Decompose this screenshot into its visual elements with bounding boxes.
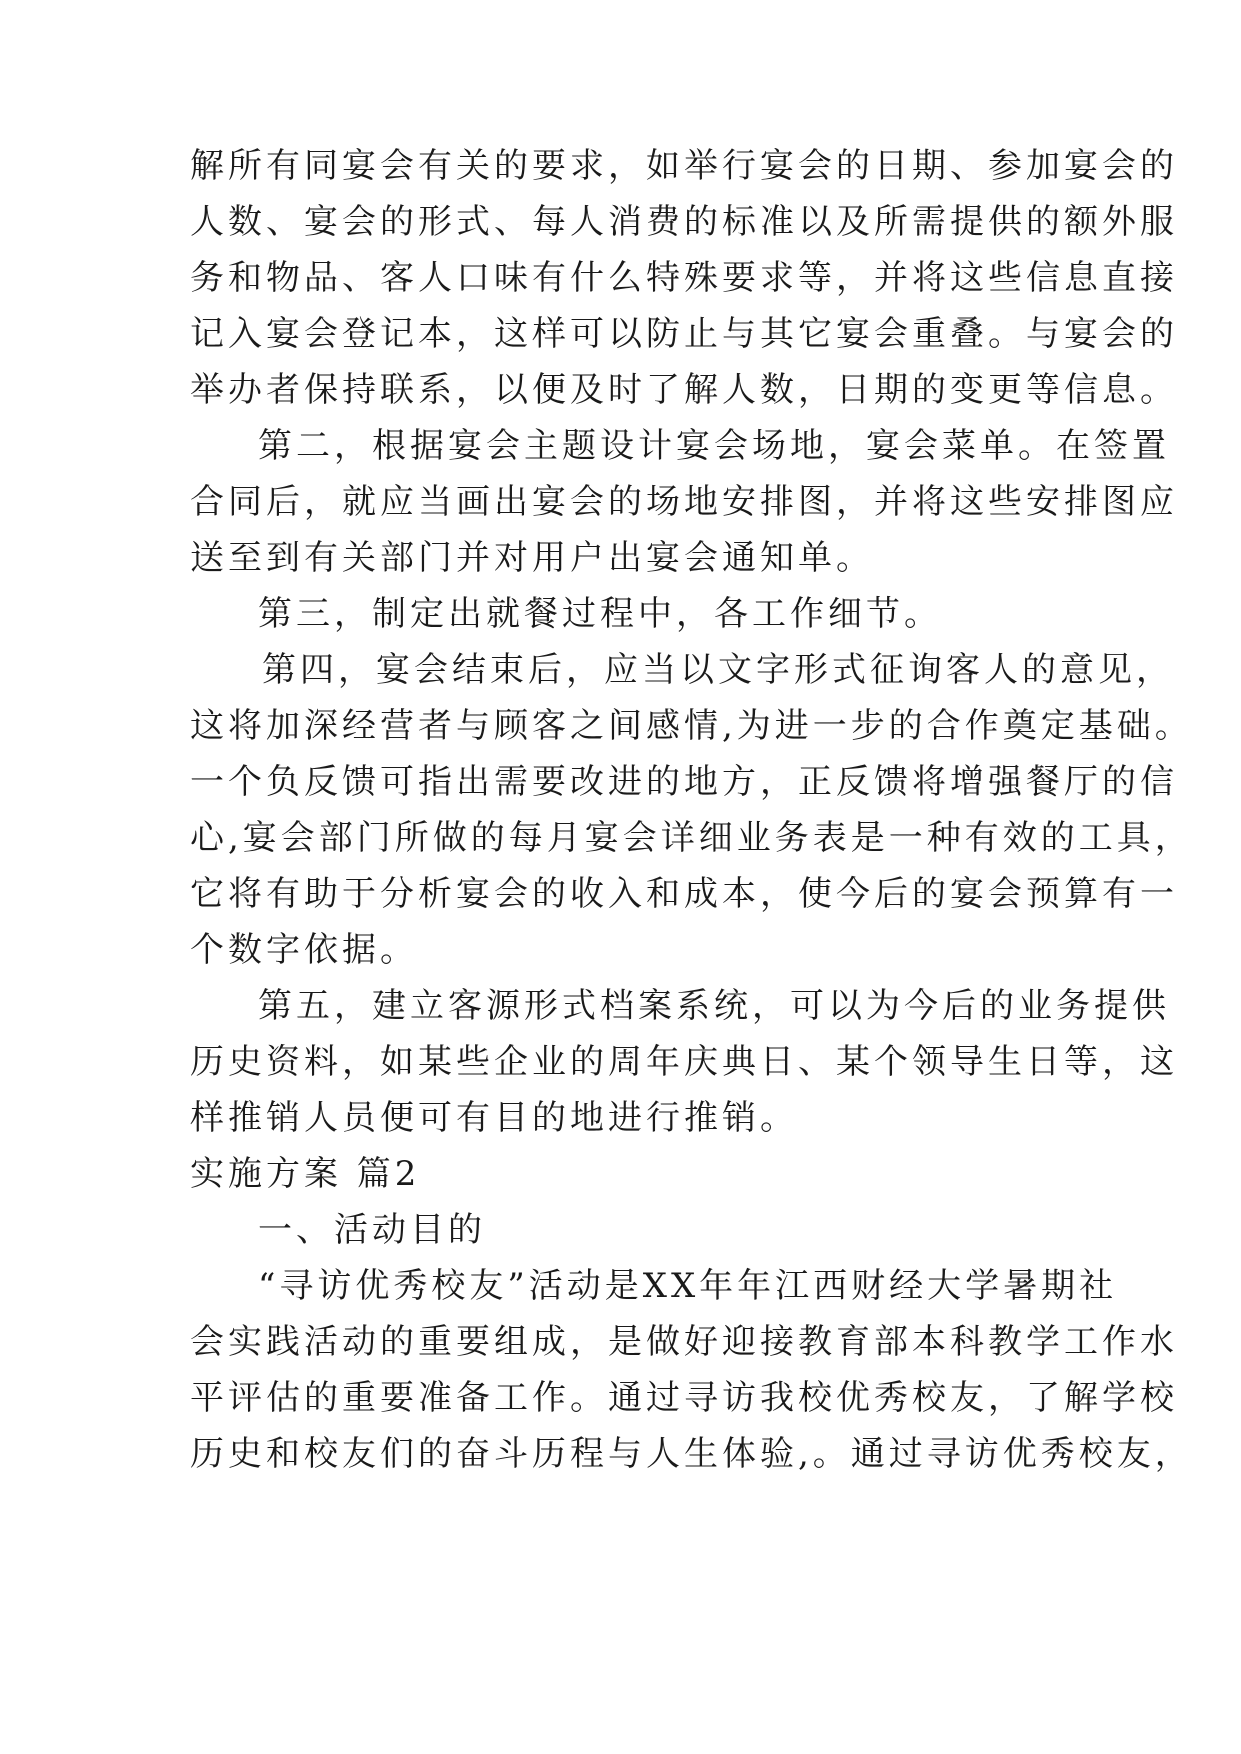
paragraph-line: 历史和校友们的奋斗历程与人生体验,。通过寻访优秀校友， (190, 1434, 1193, 1474)
paragraph-line: 合同后，就应当画出宴会的场地安排图，并将这些安排图应 (190, 482, 1178, 522)
paragraph-line: 一个负反馈可指出需要改进的地方，正反馈将增强餐厅的信 (190, 762, 1178, 802)
paragraph-line: 人数、宴会的形式、每人消费的标准以及所需提供的额外服 (190, 202, 1178, 242)
paragraph-line: 个数字依据。 (190, 930, 418, 970)
paragraph-line: 历史资料，如某些企业的周年庆典日、某个领导生日等，这 (190, 1042, 1178, 1082)
subsection-heading: 一、活动目的 (258, 1210, 486, 1250)
paragraph-line: 它将有助于分析宴会的收入和成本，使今后的宴会预算有一 (190, 874, 1178, 914)
paragraph-line: “寻访优秀校友”活动是XX年年江西财经大学暑期社 (258, 1266, 1118, 1306)
paragraph-line: 送至到有关部门并对用户出宴会通知单。 (190, 538, 874, 578)
paragraph-line: 第四，宴会结束后，应当以文字形式征询客人的意见， (262, 650, 1174, 690)
paragraph-line: 心,宴会部门所做的每月宴会详细业务表是一种有效的工具， (190, 818, 1193, 858)
paragraph-line: 平评估的重要准备工作。通过寻访我校优秀校友，了解学校 (190, 1378, 1178, 1418)
paragraph-line: 这将加深经营者与顾客之间感情,为进一步的合作奠定基础。 (190, 706, 1193, 746)
paragraph-line: 样推销人员便可有目的地进行推销。 (190, 1098, 798, 1138)
paragraph-line: 第五，建立客源形式档案系统，可以为今后的业务提供 (258, 986, 1170, 1026)
paragraph-line: 第三，制定出就餐过程中，各工作细节。 (258, 594, 942, 634)
paragraph-line: 会实践活动的重要组成，是做好迎接教育部本科教学工作水 (190, 1322, 1178, 1362)
section-heading: 实施方案 篇2 (190, 1154, 421, 1194)
paragraph-line: 解所有同宴会有关的要求，如举行宴会的日期、参加宴会的 (190, 146, 1178, 186)
paragraph-line: 务和物品、客人口味有什么特殊要求等，并将这些信息直接 (190, 258, 1178, 298)
paragraph-line: 第二，根据宴会主题设计宴会场地，宴会菜单。在签置 (258, 426, 1170, 466)
paragraph-line: 举办者保持联系，以便及时了解人数，日期的变更等信息。 (190, 370, 1178, 410)
paragraph-line: 记入宴会登记本，这样可以防止与其它宴会重叠。与宴会的 (190, 314, 1178, 354)
